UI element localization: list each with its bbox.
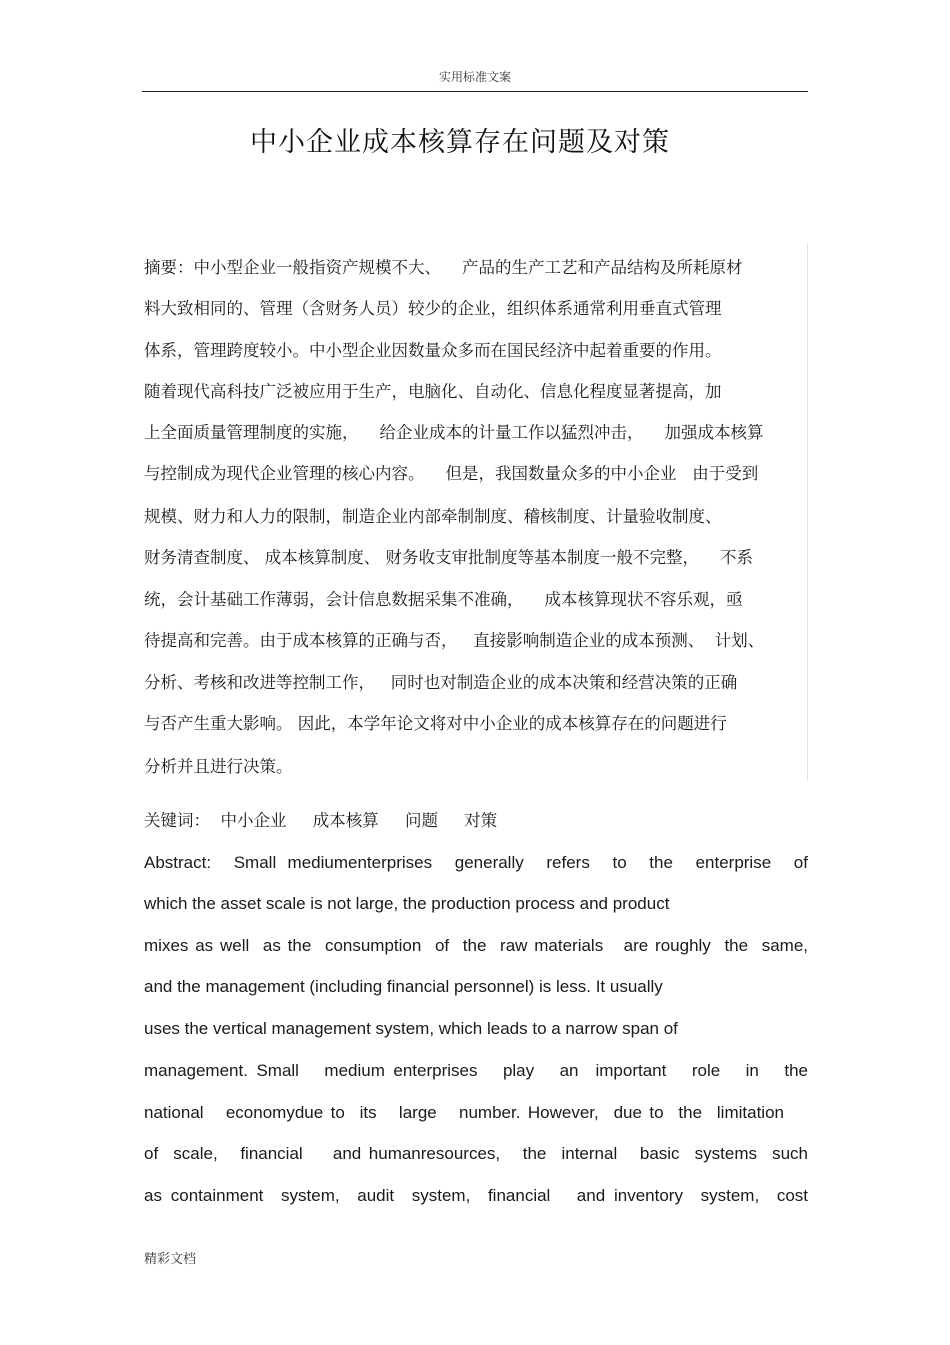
abstract-cn-line: 摘要：中小型企业一般指资产规模不大、 产品的生产工艺和产品结构及所耗原材 xyxy=(144,258,743,277)
keywords-line: 关键词： 中小企业 成本核算 问题 对策 xyxy=(144,811,498,830)
abstract-en-line: Abstract: Small mediumenterprises generally refers to the enterprise of xyxy=(144,853,808,872)
abstract-cn-line: 与否产生重大影响。 因此，本学年论文将对中小企业的成本核算存在的问题进行 xyxy=(144,714,727,733)
abstract-cn-line: 体系，管理跨度较小。中小型企业因数量众多而在国民经济中起着重要的作用。 xyxy=(144,341,722,360)
abstract-en-line: which the asset scale is not large, the production process and product xyxy=(144,894,670,913)
abstract-cn-line: 规模、财力和人力的限制，制造企业内部牵制制度、稽核制度、计量验收制度、 xyxy=(144,507,722,526)
abstract-cn-line: 与控制成为现代企业管理的核心内容。 但是，我国数量众多的中小企业 由于受到 xyxy=(144,464,759,483)
page-footer: 精彩文档 xyxy=(144,1252,197,1267)
abstract-en-line: as containment system, audit system, financial and inventory system, cost xyxy=(144,1186,808,1205)
page-header: 实用标准文案 xyxy=(438,70,511,84)
abstract-cn-line: 待提高和完善。由于成本核算的正确与否， 直接影响制造企业的成本预测、 计划、 xyxy=(144,631,765,650)
abstract-cn-line: 随着现代高科技广泛被应用于生产，电脑化、自动化、信息化程度显著提高，加 xyxy=(144,382,722,401)
header-divider xyxy=(142,91,808,92)
abstract-en-line: mixes as well as the consumption of the raw materials are roughly the same, xyxy=(144,936,808,955)
abstract-cn-line: 分析并且进行决策。 xyxy=(144,757,293,776)
abstract-en-line: uses the vertical management system, which leads to a narrow span of xyxy=(144,1019,678,1038)
abstract-en-line: national economydue to its large number. However, due to the limitation xyxy=(144,1103,784,1122)
abstract-en-line: and the management (including financial personnel) is less. It usually xyxy=(144,977,663,996)
abstract-cn-line: 上全面质量管理制度的实施， 给企业成本的计量工作以猛烈冲击， 加强成本核算 xyxy=(144,423,764,442)
abstract-right-border xyxy=(807,244,808,780)
abstract-cn-line: 统，会计基础工作薄弱，会计信息数据采集不准确， 成本核算现状不容乐观，亟 xyxy=(144,590,743,609)
abstract-en-line: of scale, financial and humanresources, the internal basic systems such xyxy=(144,1144,808,1163)
document-title: 中小企业成本核算存在问题及对策 xyxy=(250,127,670,158)
abstract-en-line: management. Small medium enterprises play an important role in the xyxy=(144,1061,808,1080)
abstract-cn-line: 财务清查制度、 成本核算制度、 财务收支审批制度等基本制度一般不完整， 不系 xyxy=(144,548,753,567)
abstract-cn-line: 分析、考核和改进等控制工作， 同时也对制造企业的成本决策和经营决策的正确 xyxy=(144,673,738,692)
abstract-cn-line: 料大致相同的、管理（含财务人员）较少的企业，组织体系通常利用垂直式管理 xyxy=(144,299,722,318)
